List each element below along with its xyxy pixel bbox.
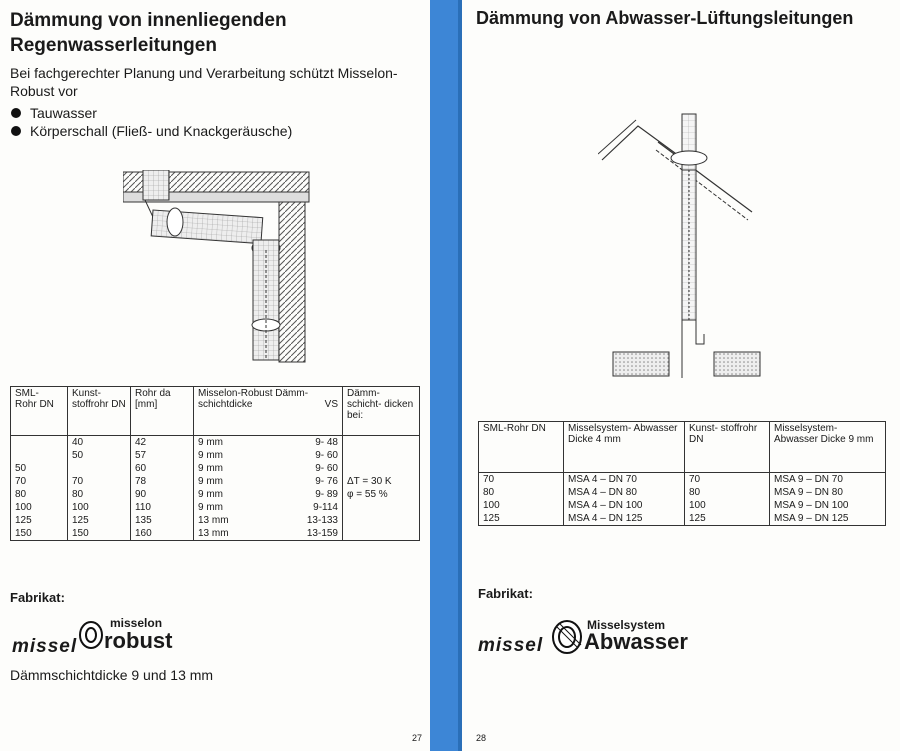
vs-header: VS <box>324 399 338 410</box>
insulated-pipe-logo-icon <box>550 618 584 656</box>
cell: 125 <box>479 512 564 526</box>
cell: 80 <box>685 486 770 499</box>
cell: 70 <box>11 475 68 488</box>
insulated-pipe-logo-icon <box>78 620 104 650</box>
cell: 135 <box>131 514 194 527</box>
cell: 100 <box>479 499 564 512</box>
cell: 100 <box>68 501 131 514</box>
right-page <box>462 0 900 751</box>
cell: 40 <box>68 436 131 450</box>
bullet-item: Tauwasser <box>10 104 292 122</box>
page-title: Dämmung von innenliegenden Regenwasserleitungen <box>10 10 287 56</box>
cell: MSA 9 – DN 70 <box>770 473 886 487</box>
cell: 78 <box>131 475 194 488</box>
cell: 150 <box>11 527 68 541</box>
cell: 100 <box>685 499 770 512</box>
cell: 9 mm 9- 60 <box>194 449 343 462</box>
vent-pipe-illustration <box>598 108 768 388</box>
cell <box>11 449 68 462</box>
brand-product-top: misselon <box>110 616 163 630</box>
cell: MSA 4 – DN 100 <box>564 499 685 512</box>
cell: MSA 9 – DN 80 <box>770 486 886 499</box>
table-header: Misselsystem- Abwasser Dicke 4 mm <box>564 422 685 473</box>
cell: 70 <box>68 475 131 488</box>
cell: 150 <box>68 527 131 541</box>
intro-text: Bei fachgerechter Planung und Verarbeitung schützt Misselon-Robust vor <box>10 65 398 99</box>
cell: 70 <box>479 473 564 487</box>
table-header: Kunst- stoffrohr DN <box>68 387 131 436</box>
cell: 13 mm 13-133 <box>194 514 343 527</box>
cell: 42 <box>131 436 194 450</box>
cell: MSA 9 – DN 100 <box>770 499 886 512</box>
missel-logo: missel <box>12 636 78 657</box>
cell: 60 <box>131 462 194 475</box>
humidity-condition: φ = 55 % <box>347 489 388 500</box>
page-title: Dämmung von Abwasser-Lüftungsleitungen <box>476 8 854 28</box>
bullet-list <box>10 104 292 140</box>
table-header: Misselsystem- Abwasser Dicke 9 mm <box>770 422 886 473</box>
cell: 110 <box>131 501 194 514</box>
left-page <box>0 0 430 751</box>
description-text: Dämmschichtdicke 9 und 13 mm <box>10 667 214 683</box>
fabrikat-label: Fabrikat: <box>10 590 65 605</box>
cell: 9 mm 9- 76 <box>194 475 343 488</box>
cell: 80 <box>11 488 68 501</box>
cell: 70 <box>685 473 770 487</box>
table-header: Kunst- stoffrohr DN <box>685 422 770 473</box>
cell: MSA 4 – DN 80 <box>564 486 685 499</box>
table-header: Dämm- schicht- dicken bei: <box>343 387 420 436</box>
table-row <box>479 486 886 499</box>
cell: 13 mm 13-159 <box>194 527 343 541</box>
cell: 125 <box>68 514 131 527</box>
cell: MSA 4 – DN 70 <box>564 473 685 487</box>
misselon-header: Misselon-Robust Dämm- schichtdicke <box>198 388 309 410</box>
product-table <box>478 421 886 526</box>
dimension-table <box>10 386 420 541</box>
table-row <box>479 512 886 526</box>
cell: 9 mm 9- 48 <box>194 436 343 450</box>
cell <box>68 462 131 475</box>
page-number: 27 <box>412 733 423 743</box>
cell: 80 <box>68 488 131 501</box>
cell <box>11 436 68 450</box>
table-row <box>479 499 886 512</box>
cell: MSA 9 – DN 125 <box>770 512 886 526</box>
cell: 80 <box>479 486 564 499</box>
condition-cell <box>343 436 420 541</box>
delta-t-condition: ΔT = 30 K <box>347 476 392 487</box>
cell: 90 <box>131 488 194 501</box>
cell: 125 <box>11 514 68 527</box>
cell: 9 mm 9-114 <box>194 501 343 514</box>
cell: 9 mm 9- 89 <box>194 488 343 501</box>
cell: 57 <box>131 449 194 462</box>
missel-logo: missel <box>478 635 544 656</box>
table-header: Rohr da [mm] <box>131 387 194 436</box>
page-number: 28 <box>476 733 487 743</box>
table-header: SML-Rohr DN <box>479 422 564 473</box>
fabrikat-label: Fabrikat: <box>478 586 533 601</box>
brand-product-top: Misselsystem <box>587 618 666 632</box>
cell: 50 <box>68 449 131 462</box>
brand-product-bottom: robust <box>104 628 173 653</box>
brand-product-bottom: Abwasser <box>584 629 688 654</box>
cell: 9 mm 9- 60 <box>194 462 343 475</box>
cell: 100 <box>11 501 68 514</box>
table-row <box>11 436 420 450</box>
bullet-item: Körperschall (Fließ- und Knackgeräusche) <box>10 122 292 140</box>
cell: 160 <box>131 527 194 541</box>
rainwater-pipe-illustration <box>123 170 313 365</box>
cell: 50 <box>11 462 68 475</box>
cell: MSA 4 – DN 125 <box>564 512 685 526</box>
cell: 125 <box>685 512 770 526</box>
table-header: SML- Rohr DN <box>11 387 68 436</box>
table-row <box>479 473 886 487</box>
table-header <box>194 387 343 436</box>
